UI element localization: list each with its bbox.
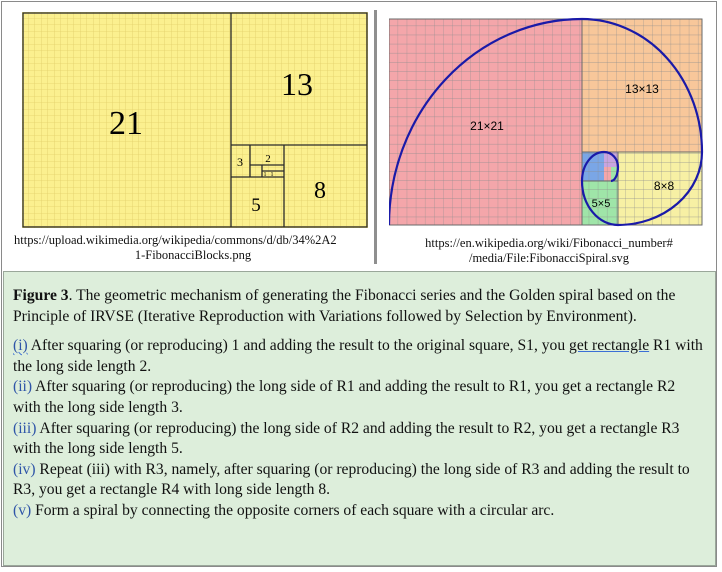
panel-divider xyxy=(374,10,377,264)
right-url-line2: /media/File:FibonacciSpiral.svg xyxy=(468,251,630,265)
block-1b-label: 1 xyxy=(270,172,274,178)
step-2-text: After squaring (or reproducing) the long side of R1 and adding the result to R1, you get a rectangle R2 with the long side length 3. xyxy=(13,378,676,416)
block-1a-label: 1 xyxy=(263,172,267,178)
left-source-url xyxy=(14,233,372,263)
block-3-label: 3 xyxy=(237,155,243,169)
step-4 xyxy=(13,460,706,501)
step-1-text-underlined: get rectangle xyxy=(569,337,650,355)
block-2-label: 2 xyxy=(265,153,271,165)
square-8-label: 8×8 xyxy=(653,179,675,193)
step-1-text-c: R1 with the long side length 2. xyxy=(13,337,703,375)
left-url-line1: https://upload.wikimedia.org/wikipedia/commons/d/db/34%2A2 xyxy=(14,233,337,247)
step-3 xyxy=(13,419,706,460)
block-5-label: 5 xyxy=(251,195,261,216)
step-2-numeral: (ii) xyxy=(13,378,33,396)
figure-title-text: . The geometric mechanism of generating the Fibonacci series and the Golden spiral based on the Principle of IRVSE (Iterative Reproduction with Variations followed by Selection by Environment). xyxy=(13,287,676,325)
step-5-text: Form a spiral by connecting the opposite corners of each square with a circular arc. xyxy=(31,501,555,519)
step-3-numeral: (iii) xyxy=(13,419,37,437)
step-1 xyxy=(13,336,706,377)
square-13-label: 13×13 xyxy=(625,82,659,96)
block-21-label: 21 xyxy=(109,105,143,142)
figure-title xyxy=(13,286,706,327)
step-4-text: Repeat (iii) with R3, namely, after squaring (or reproducing) the long side of R3 and adding the result to R3, you get a rectangle R4 with long side length 8. xyxy=(13,460,690,499)
block-8-label: 8 xyxy=(314,178,326,204)
step-1-text-a: After squaring (or reproducing) 1 and adding the result to the original square, S1, you xyxy=(27,337,570,355)
left-url-line2: 1-FibonacciBlocks.png xyxy=(134,248,252,262)
step-4-numeral: (iv) xyxy=(13,460,36,478)
step-5-numeral: (v) xyxy=(13,501,32,519)
square-21-label: 21×21 xyxy=(470,119,504,133)
figure-caption-box xyxy=(3,271,716,566)
step-1-numeral: (i) xyxy=(13,337,28,355)
step-5 xyxy=(13,501,706,522)
fibonacci-blocks-image xyxy=(22,12,368,228)
right-source-url xyxy=(389,236,709,266)
fibonacci-spiral-image xyxy=(389,17,709,229)
step-3-text: After squaring (or reproducing) the long side of R2 and adding the result to R2, you get a rectangle R3 with the long side length 5. xyxy=(13,419,680,458)
block-13-label: 13 xyxy=(281,66,313,102)
step-2 xyxy=(13,377,706,418)
figure-label: Figure 3 xyxy=(13,287,69,304)
right-url-line1: https://en.wikipedia.org/wiki/Fibonacci_number# xyxy=(425,236,673,250)
square-5-label: 5×5 xyxy=(591,198,611,210)
